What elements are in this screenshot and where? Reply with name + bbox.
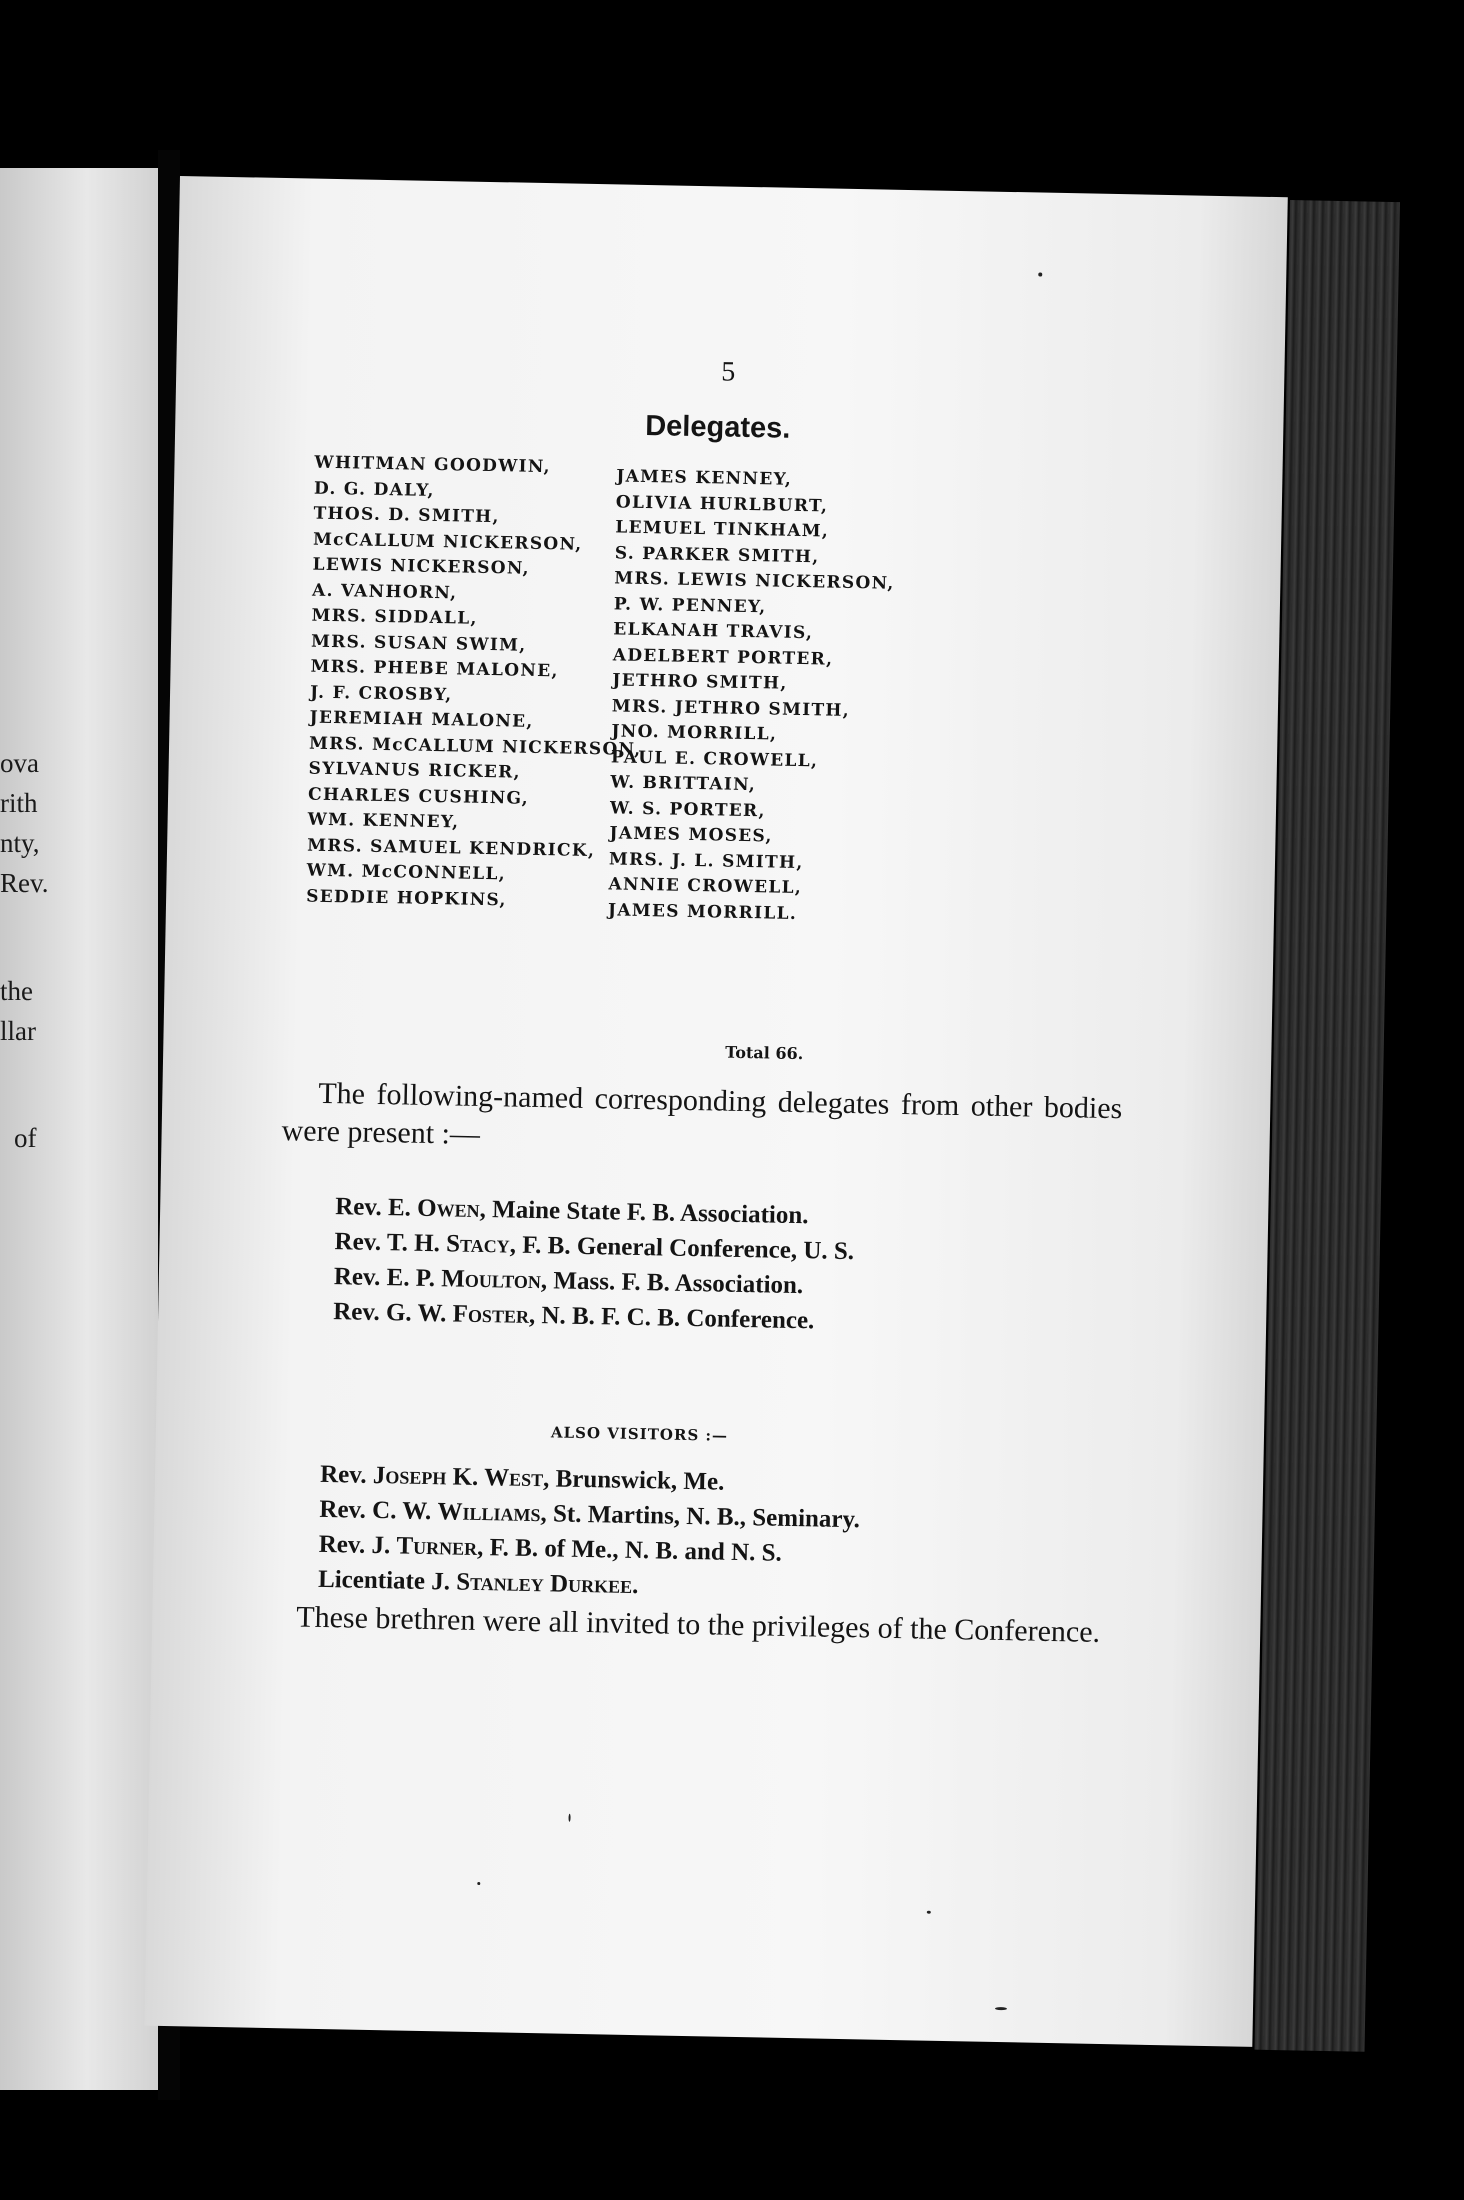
surname: Foster xyxy=(452,1300,530,1329)
delegates-left-column xyxy=(306,451,647,916)
title-prefix: Rev. J. xyxy=(318,1530,397,1560)
corresponding-delegates-list xyxy=(333,1189,855,1339)
delegate-name: MRS. J. L. SMITH, xyxy=(608,848,804,873)
delegate-name: ADELBERT PORTER, xyxy=(612,644,834,670)
delegate-name: WHITMAN GOODWIN, xyxy=(314,452,551,478)
delegate-name: MRS. JETHRO SMITH, xyxy=(611,695,851,721)
delegate-name: P. W. PENNEY, xyxy=(613,593,767,617)
delegate-name: WM. KENNEY, xyxy=(307,809,460,833)
visitor-name: Williams xyxy=(437,1498,541,1528)
delegate-name: THOS. D. SMITH, xyxy=(313,503,500,528)
delegate-name: MRS. SUSAN SWIM, xyxy=(310,631,527,656)
page-number: 5 xyxy=(721,356,736,388)
title-prefix: Rev. xyxy=(319,1460,374,1489)
visitor-name: Joseph K. West xyxy=(372,1461,544,1493)
scan-speck xyxy=(995,2007,1007,2010)
left-page-edge xyxy=(0,168,158,2090)
left-page-fragment: the xyxy=(0,976,33,1006)
scan-speck xyxy=(568,1814,570,1822)
delegate-name: S. PARKER SMITH, xyxy=(614,542,820,567)
delegate-name: MRS. PHEBE MALONE, xyxy=(310,656,559,682)
left-page-fragment: llar xyxy=(0,1016,36,1046)
delegate-name: J. F. CROSBY, xyxy=(309,682,453,705)
left-page-fragment: rith xyxy=(0,788,38,818)
title-prefix: Licentiate J. xyxy=(317,1565,457,1596)
corresponding-intro-paragraph: The following-named corresponding delegates from other bodies were present :— xyxy=(281,1076,1123,1151)
delegate-name: LEMUEL TINKHAM, xyxy=(615,517,830,542)
delegate-name: JETHRO SMITH, xyxy=(612,670,788,694)
delegate-name: WM. McCONNELL, xyxy=(306,860,507,885)
visitor-name: Stanley Durkee xyxy=(455,1568,633,1599)
delegate-name: MRS. McCALLUM NICKERSON, xyxy=(308,733,642,760)
title-prefix: Rev. C. W. xyxy=(319,1495,438,1526)
delegate-name: SEDDIE HOPKINS, xyxy=(306,886,507,910)
delegate-name: A. VANHORN, xyxy=(311,580,458,603)
scan-speck xyxy=(477,1882,480,1885)
left-page-fragment: Rev. xyxy=(0,868,49,898)
delegate-name: MRS. SIDDALL, xyxy=(311,605,478,629)
delegate-name: W. S. PORTER, xyxy=(609,797,766,821)
scan-speck xyxy=(1038,272,1042,276)
closing-paragraph: These brethren were all invited to the privileges of the Conference. xyxy=(296,1600,1101,1649)
delegate-name: MRS. SAMUEL KENDRICK, xyxy=(306,835,596,861)
surname: Moulton xyxy=(441,1265,542,1295)
affiliation: , St. Martins, N. B., Seminary. xyxy=(540,1500,861,1534)
visitor-name: Turner xyxy=(396,1532,478,1561)
left-page-fragment: nty, xyxy=(0,828,40,858)
delegate-name: MRS. LEWIS NICKERSON, xyxy=(614,568,895,594)
title-prefix: Rev. T. H. xyxy=(334,1228,447,1258)
delegate-name: W. BRITTAIN, xyxy=(610,772,757,796)
affiliation: , Maine State F. B. Association. xyxy=(479,1195,809,1230)
delegate-name: CHARLES CUSHING, xyxy=(307,784,530,809)
scan-speck xyxy=(927,1911,931,1914)
delegate-name: D. G. DALY, xyxy=(313,478,435,501)
affiliation: , N. B. F. C. B. Conference. xyxy=(528,1301,815,1335)
visitors-list xyxy=(318,1457,861,1607)
title-prefix: Rev. G. W. xyxy=(332,1298,453,1328)
left-page-fragment: of xyxy=(14,1123,37,1153)
delegate-name: ELKANAH TRAVIS, xyxy=(613,619,814,644)
delegate-name: JNO. MORRILL, xyxy=(611,721,778,745)
delegate-name: McCALLUM NICKERSON, xyxy=(312,529,583,555)
surname: Stacy xyxy=(445,1230,510,1259)
affiliation: , F. B. of Me., N. B. and N. S. xyxy=(476,1533,783,1567)
title-prefix: Rev. E. P. xyxy=(333,1263,442,1293)
affiliation: , F. B. General Conference, U. S. xyxy=(509,1231,855,1266)
affiliation: , Mass. F. B. Association. xyxy=(540,1267,804,1300)
affiliation: . xyxy=(631,1571,639,1600)
delegate-total: Total 66. xyxy=(725,1042,804,1064)
delegate-name: PAUL E. CROWELL, xyxy=(610,746,819,771)
delegate-name: JAMES KENNEY, xyxy=(616,466,793,490)
section-heading: Delegates. xyxy=(644,409,791,445)
title-prefix: Rev. E. xyxy=(334,1193,418,1222)
delegate-name: OLIVIA HURLBURT, xyxy=(615,491,829,517)
delegate-name: SYLVANUS RICKER, xyxy=(308,758,521,783)
delegate-name: LEWIS NICKERSON, xyxy=(312,554,531,579)
also-visitors-heading: ALSO VISITORS :— xyxy=(550,1423,729,1445)
delegate-name: ANNIE CROWELL, xyxy=(608,874,803,899)
delegate-name: JAMES MORRILL. xyxy=(607,899,798,924)
right-page xyxy=(144,176,1287,2047)
delegate-name: JEREMIAH MALONE, xyxy=(309,707,534,732)
left-page-fragment: ova xyxy=(0,748,39,778)
page-content xyxy=(144,176,1287,2047)
delegates-right-column xyxy=(608,464,897,928)
delegate-name: JAMES MOSES, xyxy=(609,823,773,847)
affiliation: , Brunswick, Me. xyxy=(542,1465,725,1496)
surname: Owen xyxy=(416,1194,480,1223)
